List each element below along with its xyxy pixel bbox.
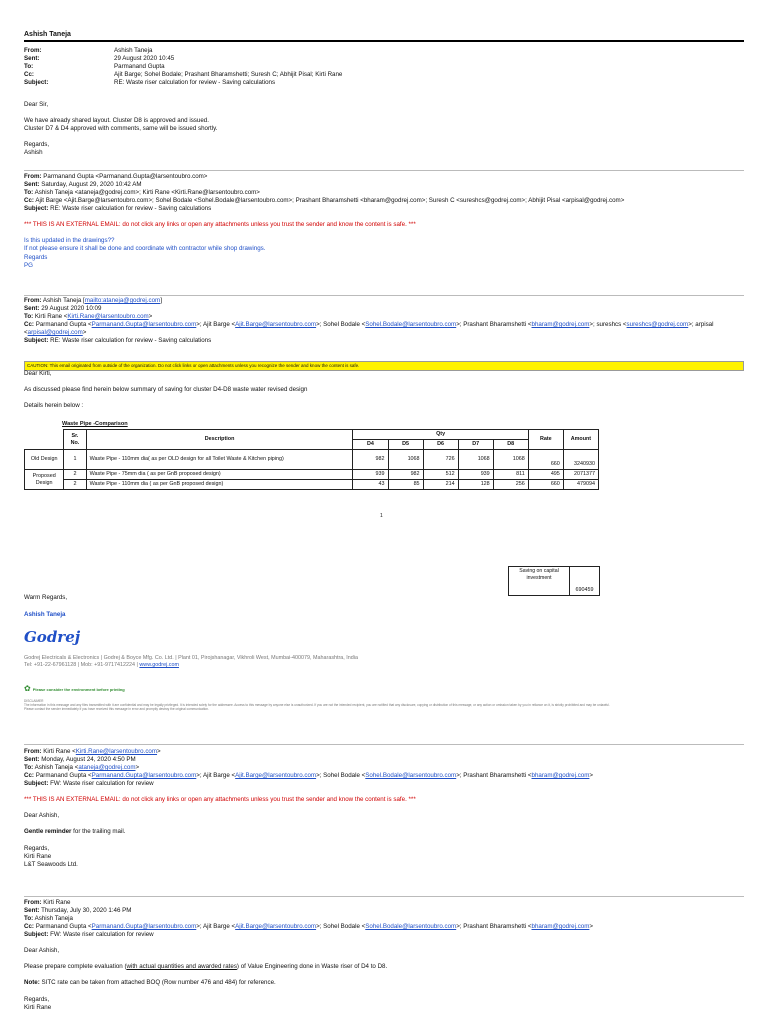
email-link[interactable]: Parmanand.Gupta@larsentoubro.com bbox=[91, 321, 197, 329]
to-label: To: bbox=[24, 764, 34, 772]
table-header-row bbox=[25, 430, 599, 440]
saving-label: Saving on capital investment bbox=[509, 567, 570, 595]
table-row bbox=[25, 470, 599, 480]
separator bbox=[24, 744, 744, 745]
sender-company: L&T Seawoods Ltd. bbox=[24, 860, 78, 868]
cc-name: >; Ajit Barge < bbox=[196, 321, 236, 329]
amount-cell: 479094 bbox=[563, 480, 598, 490]
saving-box bbox=[508, 566, 600, 596]
qty-cell: 1068 bbox=[388, 450, 423, 470]
qty-cell: 1068 bbox=[493, 450, 528, 470]
sent-label: Sent: bbox=[24, 756, 40, 764]
email-link[interactable]: arpisal@godrej.com bbox=[27, 329, 83, 337]
email-link[interactable]: sureshcs@godrej.com bbox=[626, 321, 689, 329]
description-cell: Waste Pipe - 110mm dia( as per OLD design for all Toilet Waste & Kitchen piping) bbox=[86, 450, 353, 470]
contact-line bbox=[24, 662, 179, 669]
sent-value: Thursday, July 30, 2020 1:46 PM bbox=[41, 907, 132, 915]
to-name: Kirti Rane < bbox=[34, 313, 68, 321]
note-text: SITC rate can be taken from attached BOQ (Row number 476 and 484) for reference. bbox=[39, 979, 276, 987]
env-note bbox=[24, 684, 125, 694]
separator bbox=[24, 896, 744, 897]
saving-value: 690459 bbox=[575, 586, 594, 593]
cc-name: >; Sohel Bodale < bbox=[316, 321, 366, 329]
sr-cell: 2 bbox=[64, 470, 86, 480]
subject-value: RE: Waste riser calculation for review - Saving calculations bbox=[50, 337, 212, 345]
subject-value: RE: Waste riser calculation for review - Saving calculations bbox=[50, 205, 212, 213]
rate-cell: 660 bbox=[528, 450, 563, 470]
sent-label: Sent: bbox=[24, 55, 40, 63]
email-2 bbox=[24, 173, 624, 270]
external-warning: *** THIS IS AN EXTERNAL EMAIL: do not click any links or open any attachments unless you trust the sender and know the content is safe. *** bbox=[24, 796, 416, 804]
subject-label: Subject: bbox=[24, 79, 49, 87]
group-cell: Old Design bbox=[25, 450, 64, 470]
email-link[interactable]: Kirti.Rane@larsentoubro.com bbox=[75, 748, 158, 755]
email-link[interactable]: ataneja@godrej.com bbox=[78, 764, 136, 772]
cc-label: Cc: bbox=[24, 772, 34, 780]
email-link[interactable]: Sohel.Bodale@larsentoubro.com bbox=[365, 772, 457, 780]
cc-value: Ajit Barge <Ajit.Barge@larsentoubro.com>; Sohel Bodale <Sohel.Bodale@larsentoubro.com>; Prashant Bharamshetti <bharam@godrej.com>; Suresh C <sureshcs@godrej.com>; Abhijit Pisal <arpisal@godrej.com> bbox=[35, 197, 625, 205]
rate-cell: 495 bbox=[528, 470, 563, 480]
sr-cell: 2 bbox=[64, 480, 86, 490]
disclaimer-text: Please contact the sender immediately if you have received this message in error and promptly destroy the original communication. bbox=[24, 707, 209, 711]
company-address: Godrej Electricals & Electronics | Godrej & Boyce Mfg. Co. Ltd. | Plant 01, Pirojshanagar, Vikhroli West, Mumbai-400079, Maharashtra, India bbox=[24, 655, 358, 661]
sender-name: Kirti Rane bbox=[24, 852, 52, 860]
header-d7: D7 bbox=[458, 440, 493, 450]
from-value: Ashish Taneja bbox=[114, 47, 153, 54]
body-line: We have already shared layout. Cluster D8 is approved and issued. bbox=[24, 117, 209, 125]
to-label: To: bbox=[24, 915, 34, 923]
email-link[interactable]: bharam@godrej.com bbox=[531, 321, 590, 329]
cc-name: >; Sohel Bodale < bbox=[316, 772, 366, 780]
qty-cell: 939 bbox=[353, 470, 388, 480]
sent-label: Sent: bbox=[24, 907, 40, 915]
greeting: Dear Sir, bbox=[24, 101, 49, 108]
subject-value: FW: Waste riser calculation for review bbox=[50, 931, 154, 939]
body-line: Cluster D7 & D4 approved with comments, same will be issued shortly. bbox=[24, 125, 218, 133]
email-5 bbox=[24, 899, 593, 1012]
sent-label: Sent: bbox=[24, 181, 40, 189]
cc-value: Ajit Barge; Sohel Bodale; Prashant Bharamshetti; Suresh C; Abhijit Pisal; Kirti Rane bbox=[114, 71, 343, 79]
to-label: To: bbox=[24, 313, 34, 321]
separator bbox=[24, 295, 744, 296]
separator bbox=[24, 170, 744, 171]
to-label: To: bbox=[24, 189, 34, 197]
header-d4: D4 bbox=[353, 440, 388, 450]
reminder-text: for the trailing mail. bbox=[71, 828, 126, 836]
header-qty: Qty bbox=[353, 430, 528, 440]
amount-cell: 3240930 bbox=[563, 450, 598, 470]
top-header bbox=[24, 47, 342, 87]
cc-name: >; Ajit Barge < bbox=[196, 923, 236, 931]
title-rule bbox=[24, 40, 744, 42]
body-underlined: with actual quantities and awarded rates bbox=[126, 963, 237, 971]
header-d8: D8 bbox=[493, 440, 528, 450]
header-sr: Sr. No. bbox=[64, 430, 86, 450]
from-label: From: bbox=[24, 297, 42, 304]
qty-cell: 85 bbox=[388, 480, 423, 490]
to-value: Parmanand Gupta bbox=[114, 63, 165, 71]
bracket: > bbox=[157, 748, 161, 755]
body-line: Details herein below : bbox=[24, 402, 84, 410]
caution-banner: CAUTION: This email originated from outside of the organization. Do not click links or open attachments unless you recognize the sender and know the content is safe. bbox=[24, 361, 744, 371]
from-value: Kirti Rane bbox=[43, 899, 71, 906]
from-label: From: bbox=[24, 748, 42, 755]
greeting: Dear Ashish, bbox=[24, 947, 60, 955]
disclaimer-title: DISCLAIMER bbox=[24, 699, 44, 703]
bracket: > bbox=[82, 329, 87, 337]
cc-name: >; Sohel Bodale < bbox=[316, 923, 366, 931]
email-3 bbox=[24, 297, 744, 345]
sent-value: 29 August 2020 10:45 bbox=[114, 55, 175, 63]
qty-cell: 43 bbox=[353, 480, 388, 490]
cc-name: Parmanand Gupta < bbox=[35, 923, 92, 931]
to-label: To: bbox=[24, 63, 34, 71]
qty-cell: 512 bbox=[423, 470, 458, 480]
qty-cell: 982 bbox=[353, 450, 388, 470]
description-cell: Waste Pipe - 110mm dia ( as per GnB proposed design) bbox=[86, 480, 353, 490]
to-name: Ashish Taneja < bbox=[34, 764, 79, 772]
email-link[interactable]: bharam@godrej.com bbox=[531, 923, 590, 931]
bracket: ] bbox=[160, 297, 162, 304]
description-cell: Waste Pipe - 75mm dia ( as per GnB proposed design) bbox=[86, 470, 353, 480]
amount-cell: 2071377 bbox=[563, 470, 598, 480]
sr-cell: 1 bbox=[64, 450, 86, 470]
table-caption: Waste Pipe -Comparison bbox=[62, 421, 128, 427]
sent-label: Sent: bbox=[24, 305, 40, 313]
cc-name: Parmanand Gupta < bbox=[35, 321, 92, 329]
from-value: Parmanand Gupta <Parmanand.Gupta@larsentoubro.com> bbox=[43, 173, 208, 180]
qty-cell: 214 bbox=[423, 480, 458, 490]
sent-value: Saturday, August 29, 2020 10:42 AM bbox=[41, 181, 142, 189]
qty-cell: 128 bbox=[458, 480, 493, 490]
sent-value: Monday, August 24, 2020 4:50 PM bbox=[41, 756, 136, 764]
from-name: Kirti Rane < bbox=[43, 748, 76, 755]
contact-text: Tel: +91-22-67961128 | Mob: +91-9717412224 | bbox=[24, 662, 140, 668]
regards: Regards, bbox=[24, 844, 50, 852]
email-4 bbox=[24, 748, 593, 869]
email-link[interactable]: Sohel.Bodale@larsentoubro.com bbox=[365, 321, 457, 329]
from-label: From: bbox=[24, 47, 42, 54]
from-name: Ashish Taneja [ bbox=[42, 297, 85, 304]
external-warning: *** THIS IS AN EXTERNAL EMAIL: do not click any links or open any attachments unless you trust the sender and know the content is safe. *** bbox=[24, 221, 416, 229]
header-d5: D5 bbox=[388, 440, 423, 450]
cc-name: Parmanand Gupta < bbox=[35, 772, 92, 780]
website-link[interactable]: www.godrej.com bbox=[139, 662, 179, 668]
email-link[interactable]: Ajit.Barge@larsentoubro.com bbox=[235, 772, 317, 780]
sender-name: Kirti Rane bbox=[24, 1003, 52, 1011]
subject-label: Subject: bbox=[24, 205, 49, 213]
cc-name: >; Prashant Bharamshetti < bbox=[456, 321, 532, 329]
header-description: Description bbox=[86, 430, 353, 450]
reminder-bold: Gentle reminder bbox=[24, 828, 72, 836]
email-3-body bbox=[24, 370, 307, 410]
empty-cell bbox=[25, 430, 64, 450]
email-link[interactable]: Ajit.Barge@larsentoubro.com bbox=[235, 321, 317, 329]
cc-name: >; Ajit Barge < bbox=[196, 772, 236, 780]
table-row bbox=[25, 480, 599, 490]
to-value: Ashish Taneja <ataneja@godrej.com>; Kirti Rane <Kirti.Rane@larsentoubro.com> bbox=[34, 189, 260, 197]
body-line: Is this updated in the drawings?? bbox=[24, 237, 115, 245]
email-link[interactable]: mailto:ataneja@godrej.com bbox=[84, 297, 161, 304]
qty-cell: 726 bbox=[423, 450, 458, 470]
table-row bbox=[25, 450, 599, 470]
subject-label: Subject: bbox=[24, 337, 49, 345]
greeting: Dear Kirti, bbox=[24, 370, 52, 377]
from-label: From: bbox=[24, 173, 42, 180]
bracket: > bbox=[135, 764, 140, 772]
page-number: 1 bbox=[380, 513, 383, 519]
rate-cell: 660 bbox=[528, 480, 563, 490]
greeting: Dear Ashish, bbox=[24, 812, 60, 820]
subject-value: RE: Waste riser calculation for review - Saving calculations bbox=[114, 79, 276, 87]
regards: Regards, bbox=[24, 141, 50, 149]
qty-cell: 1068 bbox=[458, 450, 493, 470]
body-text: ) of Value Engineering done in Waste riser of D4 to D8. bbox=[236, 963, 388, 971]
warm-regards: Warm Regards, bbox=[24, 594, 68, 601]
bracket: > bbox=[589, 923, 594, 931]
bracket: > bbox=[148, 313, 153, 321]
email-link[interactable]: Sohel.Bodale@larsentoubro.com bbox=[365, 923, 457, 931]
header-rate: Rate bbox=[528, 430, 563, 450]
cc-label: Cc: bbox=[24, 197, 34, 205]
to-value: Ashish Taneja bbox=[34, 915, 73, 923]
qty-cell: 939 bbox=[458, 470, 493, 480]
sent-value: 29 August 2020 10:09 bbox=[41, 305, 102, 313]
godrej-logo: Godrej bbox=[24, 628, 81, 646]
email-link[interactable]: Ajit.Barge@larsentoubro.com bbox=[235, 923, 317, 931]
disclaimer-text: The information in this message and any files transmitted with it are confidential and may be legally privileged. It is intended solely for the addressee. Access to this message by anyone else is unauthorized. If you are not the intended recipient, you are notified that any disclosure, copying or distribution of this message, or any action or omission taken by you in reliance on it, is strictly prohibited and may be unlawful. bbox=[24, 703, 610, 707]
message-1 bbox=[24, 101, 218, 157]
header-d6: D6 bbox=[423, 440, 458, 450]
qty-cell: 982 bbox=[388, 470, 423, 480]
body-line: If not please ensure it shall be done and coordinate with contractor while shop drawings. bbox=[24, 245, 266, 253]
header-amount: Amount bbox=[563, 430, 598, 450]
body-line: As discussed please find herein below summary of saving for cluster D4-D8 waste water revised design bbox=[24, 386, 308, 394]
subject-label: Subject: bbox=[24, 931, 49, 939]
qty-cell: 811 bbox=[493, 470, 528, 480]
note-label: Note: bbox=[24, 979, 40, 987]
email-link[interactable]: Kirti.Rane@larsentoubro.com bbox=[67, 313, 149, 321]
email-link[interactable]: Parmanand.Gupta@larsentoubro.com bbox=[91, 923, 197, 931]
email-link[interactable]: bharam@godrej.com bbox=[531, 772, 590, 780]
cc-name: >; Prashant Bharamshetti < bbox=[456, 923, 532, 931]
cc-label: Cc: bbox=[24, 321, 34, 329]
sender-name: Ashish bbox=[24, 149, 43, 157]
cc-label: Cc: bbox=[24, 71, 34, 79]
cc-name: >; arpisal < bbox=[24, 321, 714, 337]
cc-name: >; sureshcs < bbox=[589, 321, 627, 329]
qty-cell: 256 bbox=[493, 480, 528, 490]
regards: Regards, bbox=[24, 995, 50, 1003]
email-link[interactable]: Parmanand.Gupta@larsentoubro.com bbox=[91, 772, 197, 780]
subject-value: FW: Waste riser calculation for review bbox=[50, 780, 154, 788]
regards: Regards bbox=[24, 253, 48, 261]
signature-name: Ashish Taneja bbox=[24, 611, 66, 618]
bracket: > bbox=[589, 772, 594, 780]
body-text: Please prepare complete evaluation ( bbox=[24, 963, 127, 971]
env-text: Please consider the environment before printing bbox=[32, 686, 125, 692]
subject-label: Subject: bbox=[24, 780, 49, 788]
document-title: Ashish Taneja bbox=[24, 31, 71, 38]
group-cell: Proposed Design bbox=[25, 470, 64, 490]
cc-label: Cc: bbox=[24, 923, 34, 931]
comparison-table bbox=[24, 429, 599, 490]
from-label: From: bbox=[24, 899, 42, 906]
disclaimer bbox=[24, 699, 744, 711]
sender-name: PG bbox=[24, 261, 33, 269]
leaf-icon: ✿ bbox=[24, 684, 31, 693]
cc-name: >; Prashant Bharamshetti < bbox=[456, 772, 532, 780]
